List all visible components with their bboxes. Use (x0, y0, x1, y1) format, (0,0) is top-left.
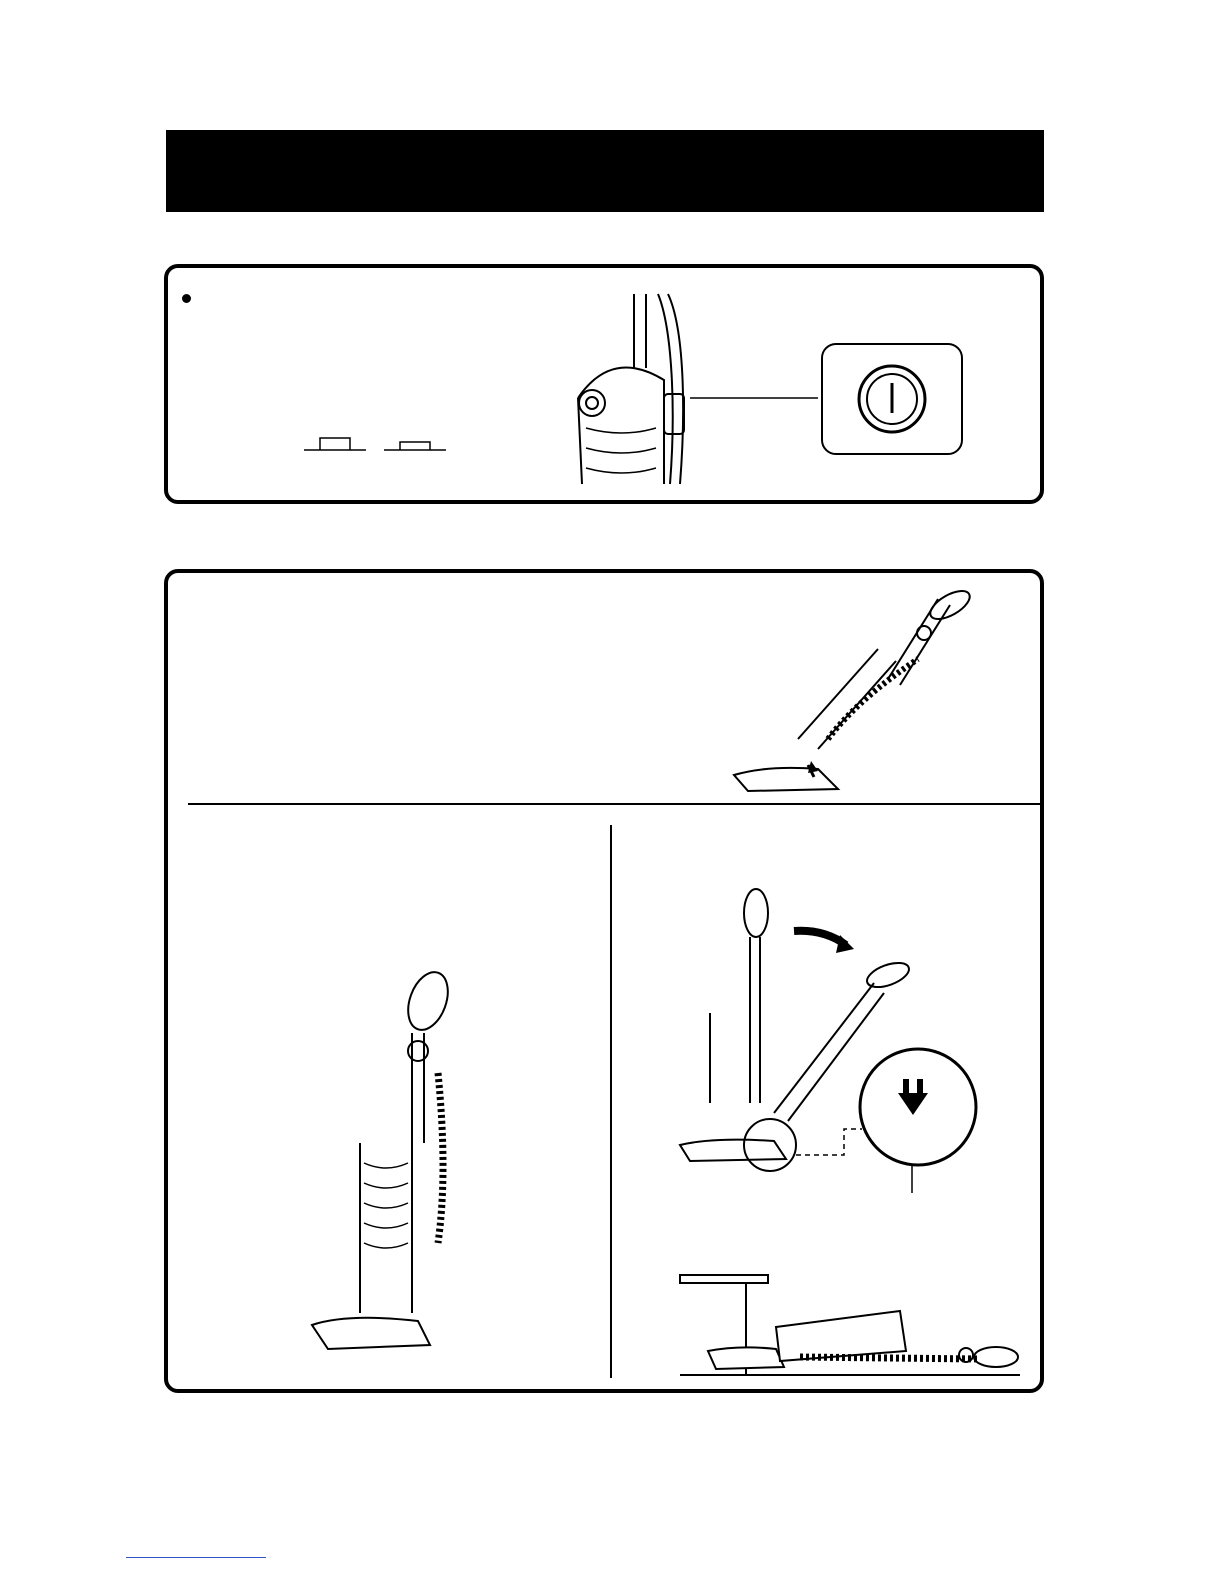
vacuum-reclined-illustration (728, 589, 988, 799)
power-switch-panel (164, 264, 1044, 504)
section-header-bar (166, 130, 1044, 212)
section-divider-vertical (610, 825, 612, 1378)
vacuum-upright-illustration (308, 973, 468, 1363)
section-divider-horizontal (188, 803, 1041, 805)
handle-positions-panel (164, 569, 1044, 1393)
switch-callout-line (690, 396, 820, 402)
vacuum-top-illustration (572, 288, 722, 488)
switch-off-on-symbols (300, 428, 450, 458)
vacuum-flat-under-table-illustration (680, 1271, 1020, 1383)
footer-link-rule (126, 1557, 266, 1558)
power-switch-icon (819, 341, 965, 457)
bullet-icon (182, 294, 191, 303)
vacuum-tilt-illustration (674, 893, 1004, 1193)
